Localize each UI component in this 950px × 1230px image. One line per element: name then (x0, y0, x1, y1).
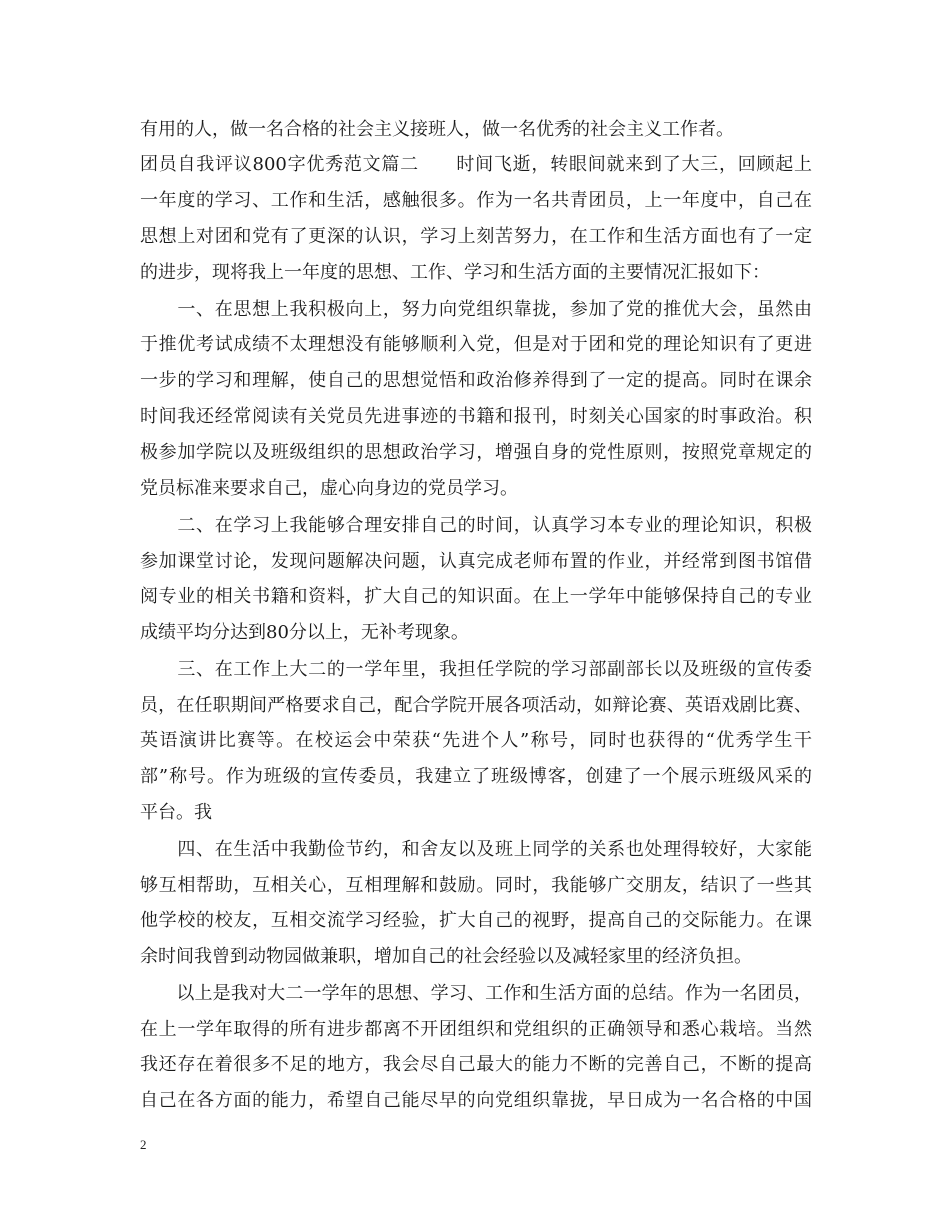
text-line: 平台。我 (140, 802, 212, 823)
text-line: 我还存在着很多不足的地方，我会尽自己最大的能力不断的完善自己，不断的提高 (140, 1054, 812, 1075)
text-line: 阅专业的相关书籍和资料，扩大自己的知识面。在上一学年中能够保持自己的专业 (140, 586, 812, 607)
text-line: 三、在工作上大二的一学年里，我担任学院的学习部副部长以及班级的宣传委 (140, 659, 812, 680)
text-line: 思想上对团和党有了更深的认识，学习上刻苦努力，在工作和生活方面也有了一定 (140, 226, 812, 247)
text-line: 于推优考试成绩不太理想没有能够顺利入党，但是对于团和党的理论知识有了更进 (140, 334, 812, 355)
text-line: 四、在生活中我勤俭节约，和舍友以及班上同学的关系也处理得较好，大家能 (140, 839, 812, 860)
text-line: 英语演讲比赛等。在校运会中荣获“先进个人”称号，同时也获得的“优秀学生干 (140, 730, 812, 751)
text-line: 团员自我评议800字优秀范文篇二 时间飞逝，转眼间就来到了大三，回顾起上 (140, 154, 812, 175)
text-line: 够互相帮助，互相关心，互相理解和鼓励。同时，我能够广交朋友，结识了一些其 (140, 875, 812, 896)
text-line: 的进步，现将我上一年度的思想、工作、学习和生活方面的主要情况汇报如下： (140, 262, 770, 283)
text-line: 以上是我对大二一学年的思想、学习、工作和生活方面的总结。作为一名团员， (140, 983, 812, 1004)
text-line: 部”称号。作为班级的宣传委员，我建立了班级博客，创建了一个展示班级风采的 (140, 766, 812, 787)
text-line: 一步的学习和理解，使自己的思想觉悟和政治修养得到了一定的提高。同时在课余 (140, 370, 812, 391)
text-line: 时间我还经常阅读有关党员先进事迹的书籍和报刊，时刻关心国家的时事政治。积 (140, 406, 812, 427)
text-line: 在上一学年取得的所有进步都离不开团组织和党组织的正确领导和悉心栽培。当然 (140, 1019, 812, 1040)
page-number: 2 (140, 1137, 147, 1152)
text-line: 有用的人，做一名合格的社会主义接班人，做一名优秀的社会主义工作者。 (140, 119, 734, 140)
text-line: 极参加学院以及班级组织的思想政治学习，增强自身的党性原则，按照党章规定的 (140, 442, 812, 463)
text-line: 成绩平均分达到80分以上，无补考现象。 (140, 622, 469, 643)
text-line: 员，在任职期间严格要求自己，配合学院开展各项活动，如辩论赛、英语戏剧比赛、 (140, 695, 812, 716)
text-line: 自己在各方面的能力，希望自己能尽早的向党组织靠拢，早日成为一名合格的中国 (140, 1090, 812, 1111)
text-line: 一、在思想上我积极向上，努力向党组织靠拢，参加了党的推优大会，虽然由 (140, 299, 812, 320)
text-line: 党员标准来要求自己，虚心向身边的党员学习。 (140, 478, 518, 499)
text-line: 一年度的学习、工作和生活，感触很多。作为一名共青团员，上一年度中，自己在 (140, 190, 812, 211)
text-line: 二、在学习上我能够合理安排自己的时间，认真学习本专业的理论知识，积极 (140, 515, 812, 536)
text-line: 参加课堂讨论，发现问题解决问题，认真完成老师布置的作业，并经常到图书馆借 (140, 551, 812, 572)
text-line: 他学校的校友，互相交流学习经验，扩大自己的视野，提高自己的交际能力。在课 (140, 910, 812, 931)
text-line: 余时间我曾到动物园做兼职，增加自己的社会经验以及减轻家里的经济负担。 (140, 946, 752, 967)
